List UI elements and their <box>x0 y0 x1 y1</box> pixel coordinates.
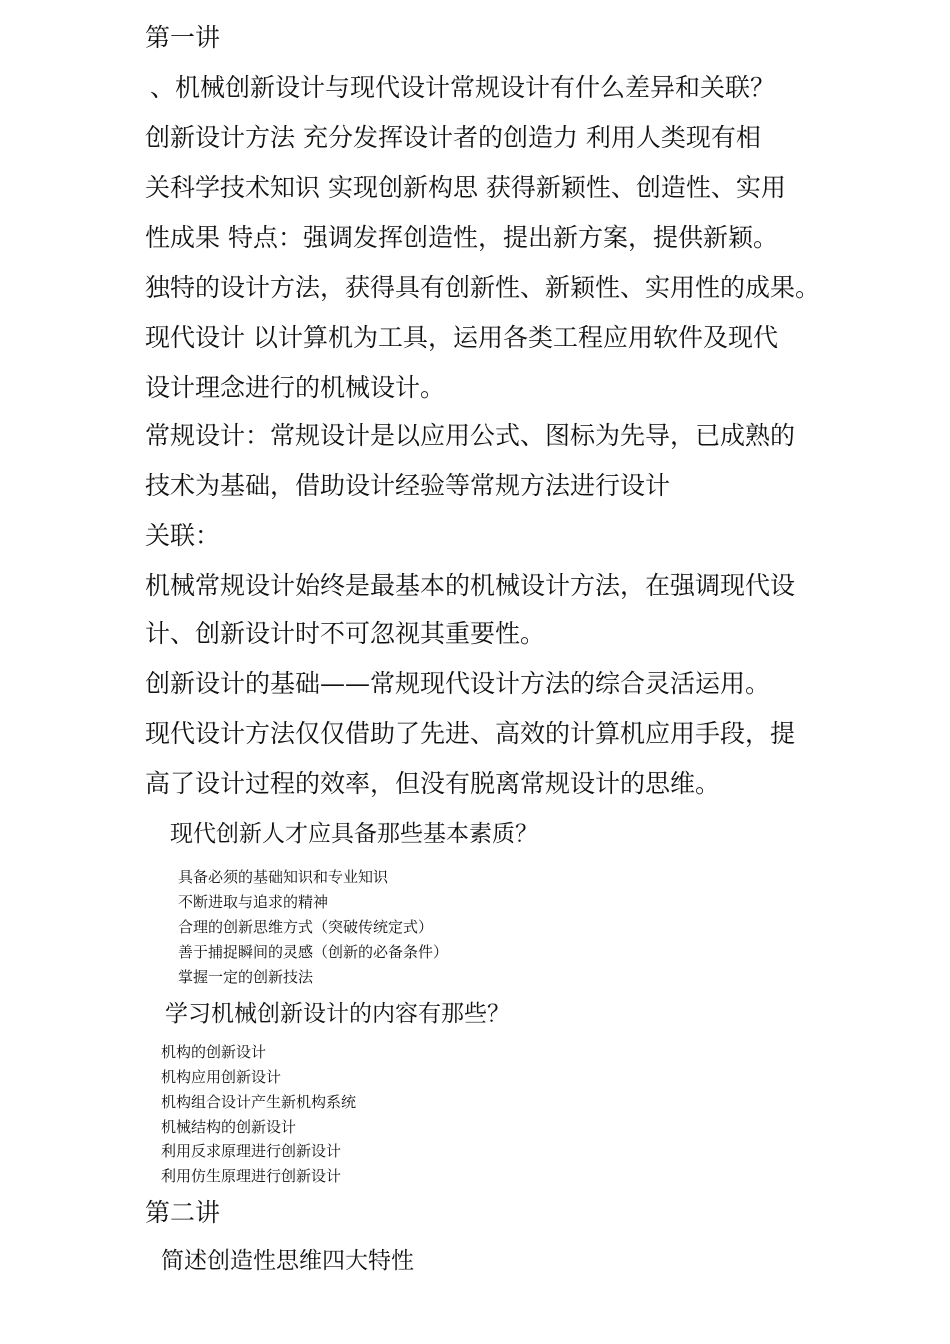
paragraph-line: 技术为基础，借助设计经验等常规方法进行设计 <box>145 471 671 500</box>
list-item: 机构应用创新设计 <box>161 1068 282 1086</box>
paragraph-line: 现代设计方法仅仅借助了先进、高效的计算机应用手段，提 <box>145 719 796 748</box>
list-item: 机构的创新设计 <box>161 1043 267 1061</box>
paragraph-line: 机械常规设计始终是最基本的机械设计方法，在强调现代设 <box>145 571 796 600</box>
lecture-2-heading: 第二讲 <box>145 1198 221 1227</box>
paragraph-line: 设计理念进行的机械设计。 <box>145 373 446 402</box>
paragraph-line: 创新设计方法 充分发挥设计者的创造力 利用人类现有相 <box>145 123 761 152</box>
question-3: 学习机械创新设计的内容有那些？ <box>165 1001 510 1027</box>
paragraph-line: 高了设计过程的效率，但没有脱离常规设计的思维。 <box>145 769 721 798</box>
list-item: 合理的创新思维方式（突破传统定式） <box>178 918 434 936</box>
list-item: 掌握一定的创新技法 <box>178 968 314 986</box>
list-item: 利用反求原理进行创新设计 <box>161 1142 342 1160</box>
paragraph-line: 独特的设计方法，获得具有创新性、新颖性、实用性的成果。 <box>145 273 821 302</box>
lecture-2-question-1: 简述创造性思维四大特性 <box>161 1248 414 1274</box>
paragraph-line: 创新设计的基础——常规现代设计方法的综合灵活运用。 <box>145 669 771 698</box>
list-item: 具备必须的基础知识和专业知识 <box>178 868 389 886</box>
list-item: 不断进取与追求的精神 <box>178 893 329 911</box>
paragraph-line: 现代设计 以计算机为工具，运用各类工程应用软件及现代 <box>145 323 778 352</box>
list-item: 机构组合设计产生新机构系统 <box>161 1093 357 1111</box>
list-item: 善于捕捉瞬间的灵感（创新的必备条件） <box>178 943 449 961</box>
list-item: 机械结构的创新设计 <box>161 1118 297 1136</box>
paragraph-line: 关科学技术知识 实现创新构思 获得新颖性、创造性、实用 <box>145 173 786 202</box>
paragraph-line: 关联： <box>145 521 221 550</box>
paragraph-line: 性成果 特点：强调发挥创造性，提出新方案，提供新颖。 <box>145 223 778 252</box>
list-item: 利用仿生原理进行创新设计 <box>161 1167 342 1185</box>
paragraph-line: 常规设计：常规设计是以应用公式、图标为先导，已成熟的 <box>145 421 796 450</box>
question-2: 现代创新人才应具备那些基本素质？ <box>170 821 538 847</box>
paragraph-line: 计、创新设计时不可忽视其重要性。 <box>145 619 546 648</box>
question-1: 、机械创新设计与现代设计常规设计有什么差异和关联？ <box>150 73 776 102</box>
lecture-1-heading: 第一讲 <box>145 23 221 52</box>
